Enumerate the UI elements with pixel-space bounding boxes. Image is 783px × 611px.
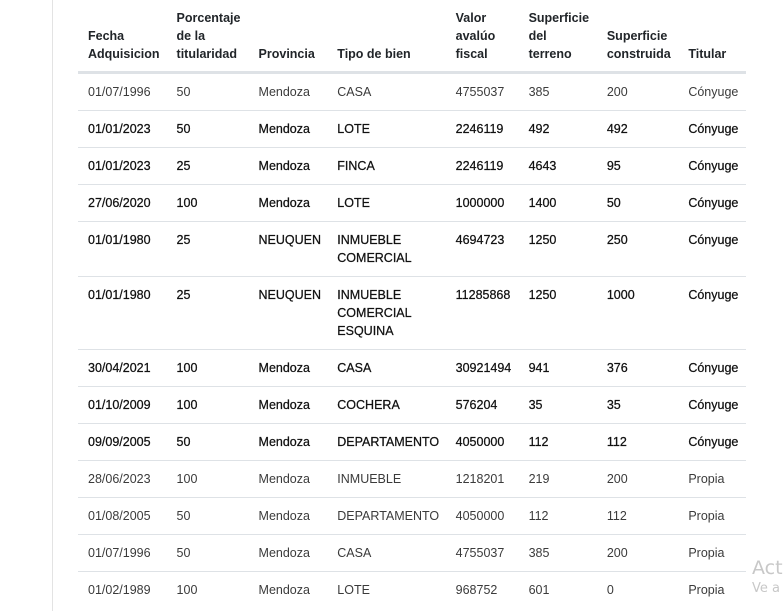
cell-fecha-adquisicion: 28/06/2023 (78, 461, 167, 498)
watermark-line-1: Act (752, 557, 783, 579)
table-row[interactable] (78, 350, 746, 387)
cell-titular: Propia (678, 498, 746, 535)
cell-porcentaje-titularidad: 50 (167, 535, 249, 572)
cell-valor-avaluo-fiscal: 4755037 (446, 535, 519, 572)
cell-fecha-adquisicion: 01/07/1996 (88, 85, 151, 99)
cell-provincia: Mendoza (249, 572, 328, 609)
cell-provincia: Mendoza (249, 387, 328, 424)
cell-titular: Propia (678, 461, 746, 498)
cell-titular: Cónyuge (678, 277, 746, 350)
cell-titular: Cónyuge (678, 350, 746, 387)
cell-superficie-terreno: 492 (519, 111, 597, 148)
table-row[interactable] (78, 185, 746, 222)
cell-titular: Cónyuge (678, 387, 746, 424)
header-fecha-adquisicion[interactable]: Fecha Adquisicion (78, 0, 167, 73)
cell-tipo-de-bien: INMUEBLE COMERCIAL ESQUINA (327, 277, 445, 350)
cell-fecha-adquisicion: 01/02/1989 (78, 572, 167, 609)
cell-superficie-construida: 95 (597, 148, 678, 185)
cell-provincia: Mendoza (258, 85, 310, 99)
cell-tipo-de-bien: LOTE (327, 185, 445, 222)
cell-porcentaje-titularidad: 50 (167, 111, 249, 148)
cell-superficie-construida: 50 (597, 185, 678, 222)
cell-valor-avaluo-fiscal: 4050000 (446, 498, 519, 535)
cell-tipo-de-bien: FINCA (327, 148, 445, 185)
cell-titular: Cónyuge (678, 424, 746, 461)
header-valor-avaluo-fiscal[interactable]: Valor avalúo fiscal (446, 0, 519, 73)
cell-superficie-construida: 376 (597, 350, 678, 387)
header-porcentaje-titularidad[interactable]: Porcentaje de la titularidad (167, 0, 249, 73)
watermark-line-2: Ve a (752, 581, 780, 596)
cell-porcentaje-titularidad: 100 (167, 185, 249, 222)
cell-tipo-de-bien: CASA (337, 85, 372, 99)
cell-superficie-terreno: 385 (519, 535, 597, 572)
cell-titular: Cónyuge (678, 185, 746, 222)
header-superficie-construida[interactable]: Superficie construida (597, 0, 678, 73)
cell-fecha-adquisicion: 01/08/2005 (78, 498, 167, 535)
table-row[interactable] (78, 498, 746, 535)
assets-table (78, 0, 746, 608)
header-superficie-terreno[interactable]: Superficie del terreno (519, 0, 597, 73)
table-row[interactable] (78, 461, 746, 498)
cell-provincia: Mendoza (249, 424, 328, 461)
table-row[interactable] (78, 535, 746, 572)
cell-fecha-adquisicion: 30/04/2021 (78, 350, 167, 387)
cell-fecha-adquisicion: 01/01/1980 (78, 277, 167, 350)
cell-valor-avaluo-fiscal: 2246119 (446, 111, 519, 148)
cell-valor-avaluo-fiscal: 4050000 (446, 424, 519, 461)
cell-titular: Cónyuge (678, 148, 746, 185)
cell-superficie-construida: 200 (597, 461, 678, 498)
cell-fecha-adquisicion: 01/01/2023 (78, 111, 167, 148)
cell-superficie-terreno: 1250 (519, 277, 597, 350)
cell-superficie-construida: 250 (597, 222, 678, 277)
cell-porcentaje-titularidad: 50 (167, 424, 249, 461)
cell-fecha-adquisicion: 01/01/2023 (78, 148, 167, 185)
cell-provincia: Mendoza (249, 535, 328, 572)
cell-valor-avaluo-fiscal: 576204 (446, 387, 519, 424)
cell-superficie-construida: 200 (606, 85, 628, 99)
cell-tipo-de-bien: LOTE (327, 572, 445, 609)
cell-valor-avaluo-fiscal: 30921494 (446, 350, 519, 387)
cell-porcentaje-titularidad: 50 (176, 85, 191, 99)
cell-superficie-terreno: 941 (519, 350, 597, 387)
header-titular[interactable]: Titular (678, 0, 746, 73)
cell-titular: Cónyuge (678, 222, 746, 277)
cell-superficie-construida: 35 (597, 387, 678, 424)
cell-tipo-de-bien: CASA (327, 350, 445, 387)
cell-valor-avaluo-fiscal: 4755037 (455, 85, 505, 99)
cell-porcentaje-titularidad: 25 (167, 277, 249, 350)
cell-tipo-de-bien: CASA (327, 535, 445, 572)
table-row[interactable] (78, 111, 746, 148)
header-tipo-de-bien[interactable]: Tipo de bien (327, 0, 445, 73)
cell-porcentaje-titularidad: 100 (167, 461, 249, 498)
cell-provincia: Mendoza (249, 461, 328, 498)
cell-porcentaje-titularidad: 100 (167, 387, 249, 424)
cell-porcentaje-titularidad: 100 (167, 350, 249, 387)
cell-superficie-construida: 1000 (597, 277, 678, 350)
cell-titular: Cónyuge (678, 111, 746, 148)
cell-fecha-adquisicion: 01/07/1996 (78, 535, 167, 572)
cell-superficie-terreno: 35 (519, 387, 597, 424)
cell-superficie-terreno: 1400 (519, 185, 597, 222)
cell-titular: Propia (678, 572, 746, 609)
left-divider (52, 0, 53, 611)
cell-superficie-construida: 492 (597, 111, 678, 148)
cell-superficie-terreno: 112 (519, 424, 597, 461)
cell-fecha-adquisicion: 01/10/2009 (78, 387, 167, 424)
cell-fecha-adquisicion: 01/01/1980 (78, 222, 167, 277)
cell-valor-avaluo-fiscal: 1000000 (446, 185, 519, 222)
cell-provincia: Mendoza (249, 148, 328, 185)
table-row[interactable] (78, 424, 746, 461)
table-header (78, 0, 746, 73)
cell-provincia: Mendoza (249, 111, 328, 148)
cell-porcentaje-titularidad: 50 (167, 498, 249, 535)
cell-superficie-terreno: 112 (519, 498, 597, 535)
cell-superficie-terreno: 601 (519, 572, 597, 609)
cell-porcentaje-titularidad: 25 (167, 222, 249, 277)
cell-valor-avaluo-fiscal: 2246119 (446, 148, 519, 185)
table-row[interactable] (78, 277, 746, 350)
windows-activation-watermark (752, 556, 783, 598)
header-row (78, 0, 746, 73)
cell-superficie-construida: 200 (597, 535, 678, 572)
cell-tipo-de-bien: DEPARTAMENTO (327, 498, 445, 535)
cell-superficie-terreno: 1250 (519, 222, 597, 277)
cell-provincia: Mendoza (249, 498, 328, 535)
cell-superficie-terreno: 219 (519, 461, 597, 498)
cell-tipo-de-bien: INMUEBLE (327, 461, 445, 498)
cell-superficie-construida: 0 (597, 572, 678, 609)
cell-titular: Cónyuge (688, 85, 739, 99)
cell-provincia: NEUQUEN (249, 222, 328, 277)
cell-fecha-adquisicion: 27/06/2020 (78, 185, 167, 222)
cell-tipo-de-bien: LOTE (327, 111, 445, 148)
cell-provincia: Mendoza (249, 185, 328, 222)
header-provincia[interactable]: Provincia (249, 0, 328, 73)
cell-tipo-de-bien: INMUEBLE COMERCIAL (327, 222, 445, 277)
table-row[interactable] (78, 387, 746, 424)
table-row[interactable] (78, 148, 746, 185)
cell-provincia: NEUQUEN (249, 277, 328, 350)
cell-superficie-construida: 112 (597, 498, 678, 535)
cell-valor-avaluo-fiscal: 968752 (446, 572, 519, 609)
table-body (78, 73, 746, 609)
cell-superficie-terreno: 4643 (519, 148, 597, 185)
cell-provincia: Mendoza (249, 350, 328, 387)
cell-valor-avaluo-fiscal: 11285868 (446, 277, 519, 350)
cell-tipo-de-bien: DEPARTAMENTO (327, 424, 445, 461)
cell-porcentaje-titularidad: 100 (167, 572, 249, 609)
cell-titular: Propia (678, 535, 746, 572)
table-row[interactable] (78, 73, 746, 111)
cell-porcentaje-titularidad: 25 (167, 148, 249, 185)
cell-valor-avaluo-fiscal: 4694723 (446, 222, 519, 277)
table-row[interactable] (78, 222, 746, 277)
cell-fecha-adquisicion: 09/09/2005 (78, 424, 167, 461)
cell-superficie-terreno: 385 (528, 85, 550, 99)
table-row[interactable] (78, 572, 746, 609)
cell-tipo-de-bien: COCHERA (327, 387, 445, 424)
cell-superficie-construida: 112 (597, 424, 678, 461)
cell-valor-avaluo-fiscal: 1218201 (446, 461, 519, 498)
